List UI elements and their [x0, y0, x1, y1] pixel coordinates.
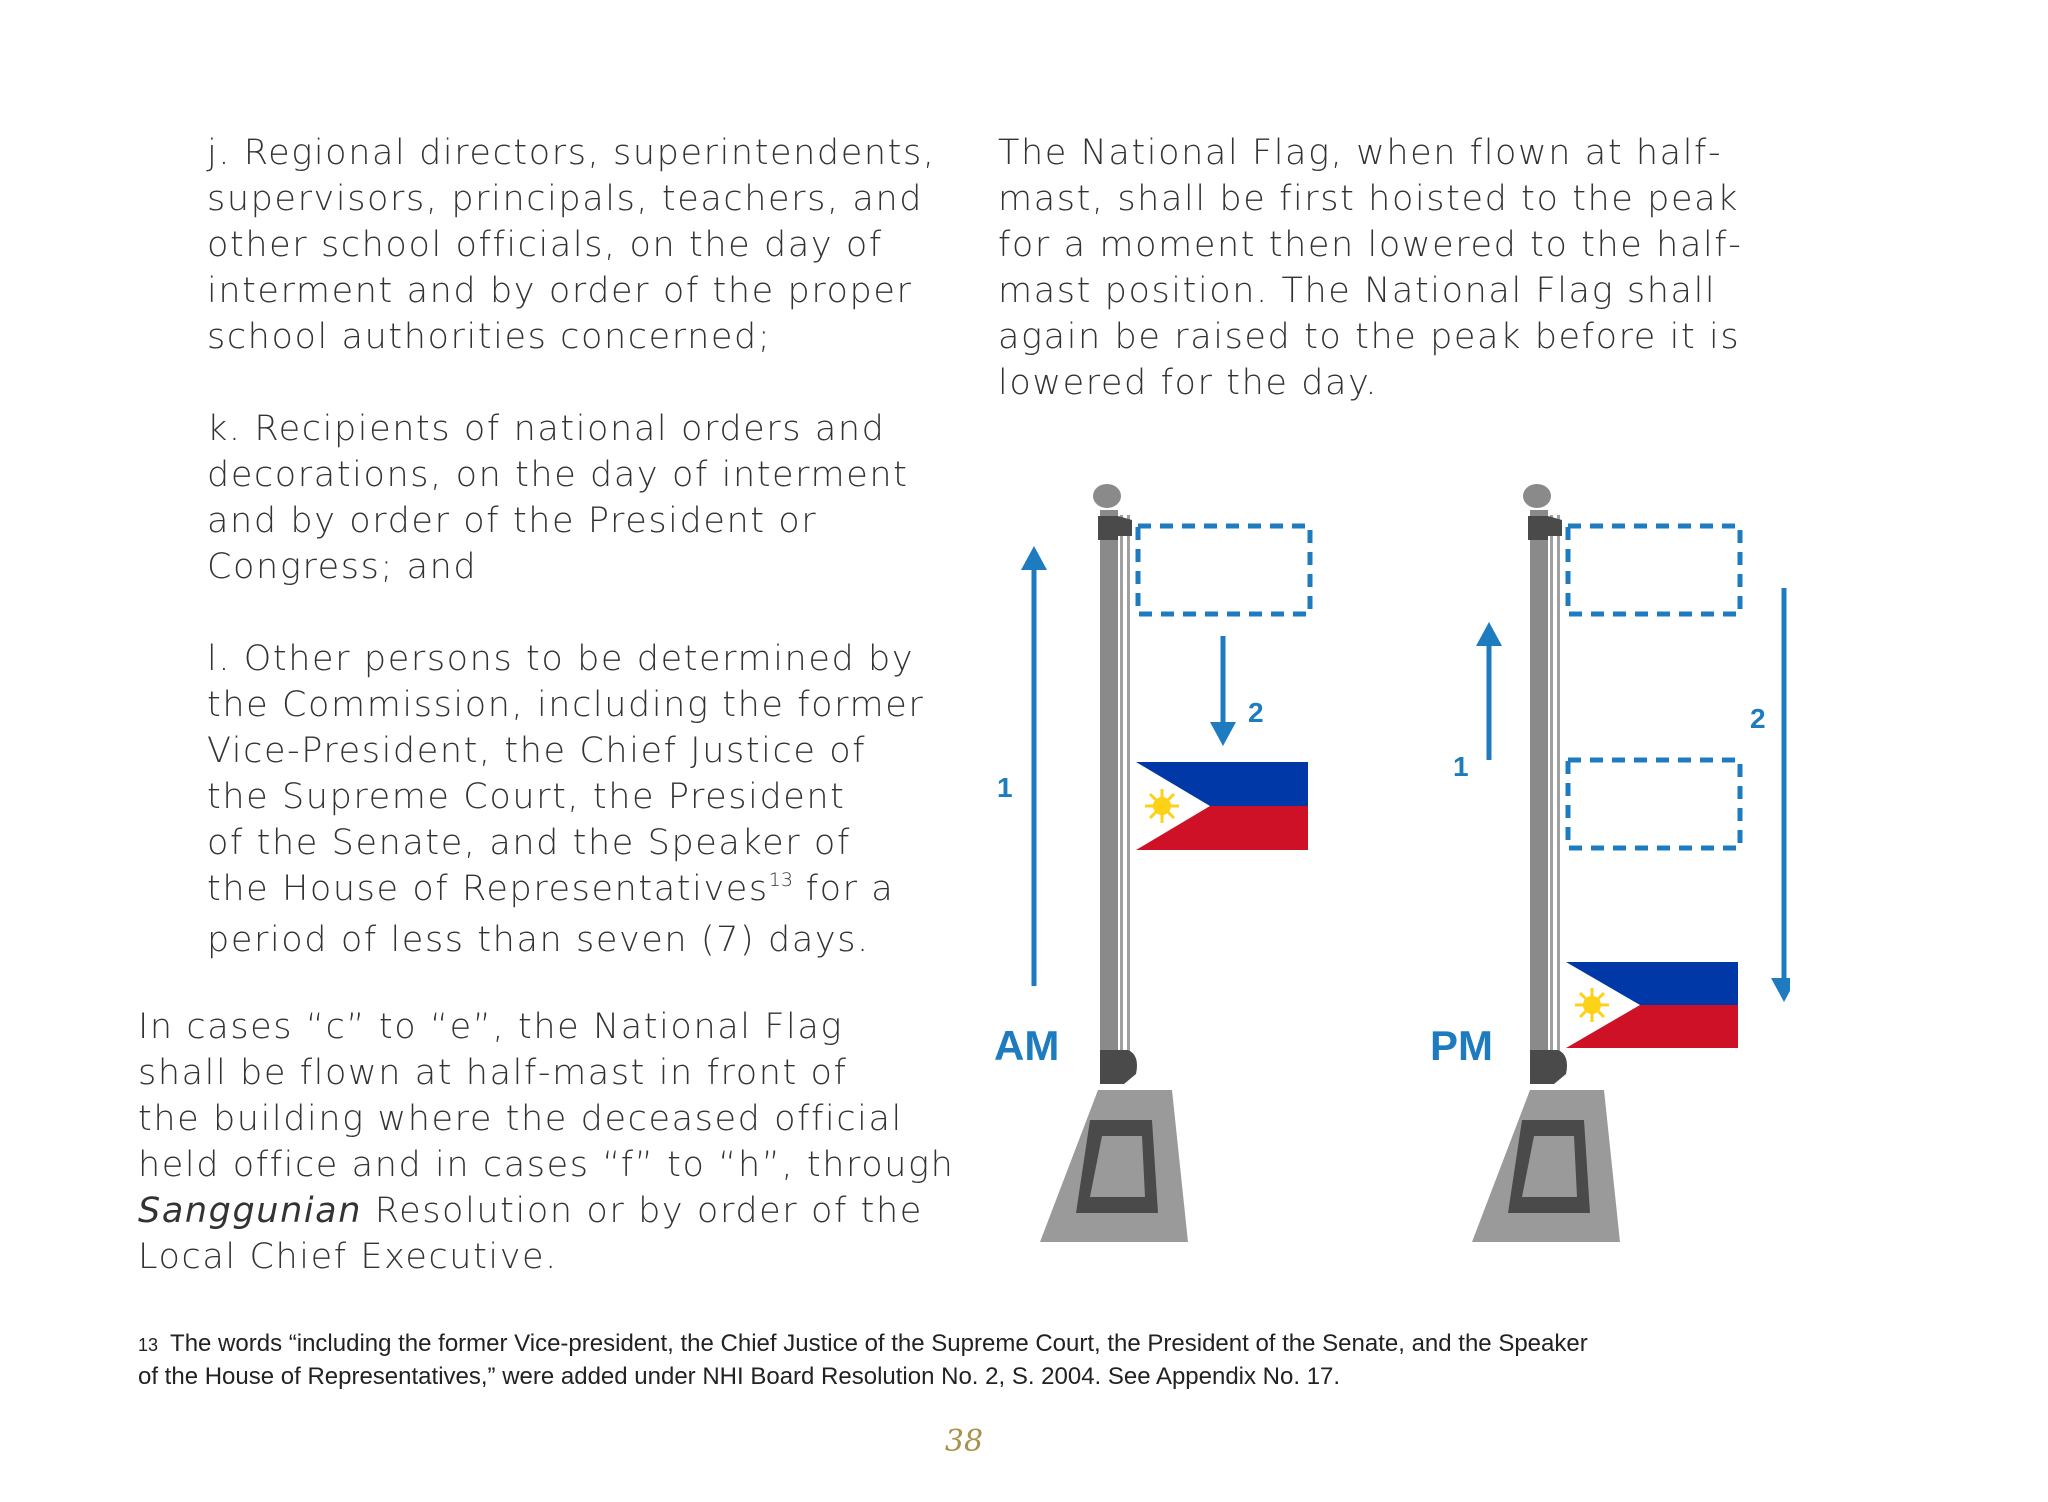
text-line: school authorities concerned; — [207, 317, 772, 357]
am-step-2-label: 2 — [1248, 697, 1264, 728]
pm-flagpole — [1430, 484, 1790, 1242]
text-line: j. Regional directors, superintendents, — [207, 133, 936, 173]
am-step-1-label: 1 — [997, 772, 1013, 803]
half-mast-paragraph — [998, 130, 1742, 406]
pm-arrow-down — [1771, 588, 1790, 1002]
text-line: and by order of the President or — [207, 501, 818, 541]
pm-pole — [1530, 510, 1548, 1080]
text-line: the building where the deceased official — [138, 1099, 903, 1139]
am-pole — [1100, 510, 1118, 1080]
footnote-text: The words “including the former Vice-president, the Chief Justice of the Supreme Court, the President of the Senate, and the Speaker — [170, 1330, 1588, 1357]
text-line: decorations, on the day of interment — [207, 455, 909, 495]
text-line: mast, shall be first hoisted to the peak — [998, 179, 1740, 219]
footnote-reference[interactable]: 13 — [768, 869, 793, 891]
list-item-l — [207, 636, 924, 963]
am-pole-top — [1098, 516, 1132, 540]
pm-label: PM — [1430, 1022, 1493, 1069]
text-line: Local Chief Executive. — [138, 1237, 558, 1277]
text-line: mast position. The National Flag shall — [998, 271, 1717, 311]
italic-term: Sanggunian — [138, 1191, 363, 1231]
text-line: supervisors, principals, teachers, and — [207, 179, 924, 219]
am-pole-finial — [1093, 484, 1121, 508]
text-fragment: for a — [792, 869, 895, 909]
am-flagpole — [994, 484, 1310, 1242]
text-line: interment and by order of the proper — [207, 271, 913, 311]
text-line: Vice-President, the Chief Justice of — [207, 731, 867, 771]
am-halyard — [1127, 515, 1130, 1070]
footnote-line: of the House of Representatives,” were added under NHI Board Resolution No. 2, S. 2004. See Appendix No. 17. — [138, 1363, 1341, 1390]
text-line: held office and in cases “f” to “h”, through — [138, 1145, 955, 1185]
text-line: The National Flag, when flown at half- — [998, 133, 1723, 173]
text-line: Congress; and — [207, 547, 478, 587]
pm-pole-top — [1528, 516, 1562, 540]
text-line: again be raised to the peak before it is — [998, 317, 1741, 357]
pm-pole-bottom-cleat — [1530, 1050, 1567, 1084]
pm-step-2-label: 2 — [1750, 703, 1766, 734]
text-line: other school officials, on the day of — [207, 225, 883, 265]
footnote-line — [138, 1328, 1798, 1361]
pm-halyard — [1550, 515, 1553, 1070]
page-number: 38 — [944, 1424, 984, 1459]
list-item-j — [207, 130, 936, 360]
cases-paragraph — [138, 1004, 954, 1280]
am-pole-bottom-cleat — [1100, 1050, 1137, 1084]
text-line: l. Other persons to be determined by — [207, 639, 915, 679]
text-fragment: the House of Representatives — [207, 869, 769, 909]
footnote — [138, 1328, 1798, 1393]
pm-pole-finial — [1523, 484, 1551, 508]
text-line — [138, 1188, 954, 1234]
am-arrow-down — [1210, 636, 1236, 746]
text-line: shall be flown at half-mast in front of — [138, 1053, 848, 1093]
list-item-k — [207, 406, 909, 590]
footnote-number: 13 — [138, 1335, 159, 1355]
pm-peak-position-outline — [1568, 526, 1740, 614]
pm-step-1-label: 1 — [1453, 751, 1469, 782]
am-halyard — [1120, 515, 1123, 1070]
pm-flag — [1566, 962, 1738, 1048]
text-line: of the Senate, and the Speaker of — [207, 823, 851, 863]
text-line: In cases “c” to “e”, the National Flag — [138, 1007, 844, 1047]
text-line — [207, 866, 924, 917]
text-line: the Supreme Court, the President — [207, 777, 846, 817]
text-line: for a moment then lowered to the half- — [998, 225, 1743, 265]
text-line: k. Recipients of national orders and — [207, 409, 886, 449]
text-line: lowered for the day. — [998, 363, 1379, 403]
text-line: the Commission, including the former — [207, 685, 925, 725]
pm-halyard — [1557, 515, 1560, 1070]
text-fragment: Resolution or by order of the — [362, 1191, 923, 1231]
text-line: period of less than seven (7) days. — [207, 920, 870, 960]
flag-procedure-diagram — [990, 480, 1790, 1250]
am-peak-position-outline — [1138, 526, 1310, 614]
am-arrow-up — [1021, 546, 1047, 986]
am-flag — [1136, 762, 1308, 850]
pm-arrow-up — [1476, 622, 1502, 760]
am-label: AM — [994, 1022, 1060, 1069]
pm-half-mast-position-outline — [1568, 760, 1740, 848]
